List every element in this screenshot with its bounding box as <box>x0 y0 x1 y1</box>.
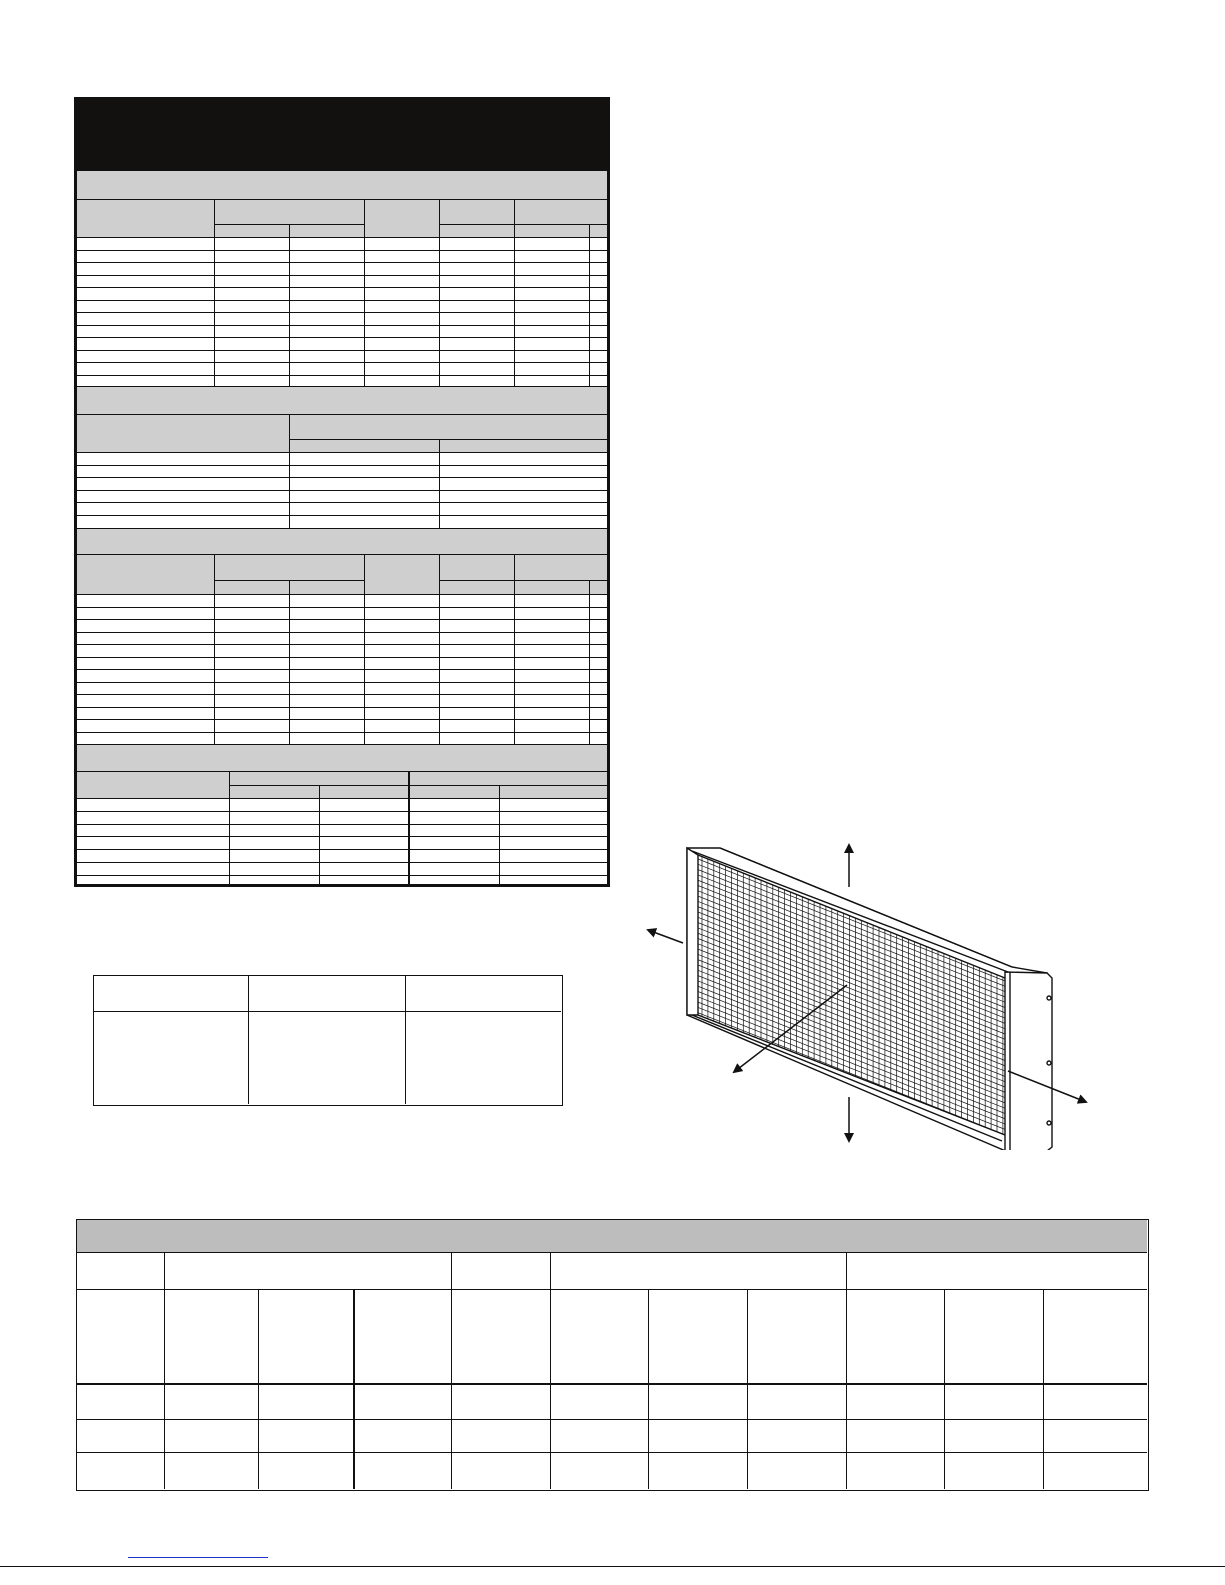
table-column <box>451 1253 452 1489</box>
filter-illustration <box>640 835 1100 1150</box>
table-row <box>77 337 607 338</box>
section-2-table <box>77 415 607 528</box>
table-row <box>77 707 607 708</box>
small-table-value-2 <box>249 1012 406 1104</box>
table-column <box>214 555 215 744</box>
table-row <box>77 1419 1147 1420</box>
table-row <box>77 375 607 376</box>
table-row <box>77 287 607 288</box>
table-row <box>77 694 607 695</box>
group-underline <box>289 439 607 440</box>
table-row <box>77 1452 1147 1453</box>
table-column <box>289 224 290 386</box>
table-row <box>77 362 607 363</box>
header-rule <box>77 798 607 799</box>
table-row <box>77 875 607 876</box>
footer-rule <box>0 1566 1225 1567</box>
table-column <box>550 1253 551 1489</box>
table-column <box>164 1253 165 1489</box>
table-row <box>77 300 607 301</box>
table-row <box>77 682 607 683</box>
table-row <box>77 657 607 658</box>
table-column <box>289 415 290 528</box>
table-column <box>439 555 440 744</box>
table-column <box>258 1289 259 1489</box>
small-table-header-1 <box>94 976 249 1012</box>
table-row <box>77 250 607 251</box>
table-row <box>77 502 607 503</box>
table-row <box>77 262 607 263</box>
small-table-header-2 <box>249 976 406 1012</box>
table-column <box>499 785 500 884</box>
table-row <box>77 477 607 478</box>
section-3-title <box>77 528 607 555</box>
header-rule <box>77 237 607 238</box>
table-row <box>77 632 607 633</box>
group-underline <box>229 785 607 786</box>
table-column <box>229 772 230 884</box>
table-row <box>77 619 607 620</box>
footer-link[interactable] <box>128 1557 268 1558</box>
table-column <box>214 200 215 386</box>
table-column <box>289 580 290 744</box>
table-column <box>364 555 365 744</box>
section-3-table <box>77 555 607 744</box>
table-column <box>514 200 515 386</box>
table-row <box>77 490 607 491</box>
table-row <box>77 1289 1147 1290</box>
table-column <box>353 1289 355 1489</box>
table-column <box>846 1253 847 1489</box>
table-row <box>77 350 607 351</box>
table-row <box>77 465 607 466</box>
table-row <box>77 312 607 313</box>
spec-panel-title <box>77 100 607 170</box>
table-column <box>319 785 320 884</box>
section-4-title <box>77 744 607 772</box>
table-column <box>439 439 440 528</box>
section-header-row <box>77 415 607 452</box>
section-header-row <box>77 555 607 594</box>
header-rule <box>77 452 607 453</box>
table-row <box>77 836 607 837</box>
table-row <box>77 1383 1147 1385</box>
section-1-table <box>77 200 607 386</box>
table-row <box>77 811 607 812</box>
section-header-row <box>77 200 607 237</box>
group-underline <box>439 580 607 581</box>
small-table-value-1 <box>94 1012 249 1104</box>
table-column <box>747 1289 748 1489</box>
table-row <box>77 644 607 645</box>
section-1-title <box>77 170 607 200</box>
table-row <box>77 862 607 863</box>
table-column <box>944 1289 945 1489</box>
small-spec-table <box>93 975 563 1106</box>
table-row <box>77 732 607 733</box>
table-column <box>439 200 440 386</box>
table-column <box>514 555 515 744</box>
table-row <box>77 669 607 670</box>
table-column <box>408 772 410 884</box>
header-rule <box>77 594 607 595</box>
table-row <box>77 275 607 276</box>
table-column <box>589 224 590 386</box>
small-table-header-3 <box>406 976 561 1012</box>
section-4-table <box>77 772 607 884</box>
table-row <box>77 849 607 850</box>
table-row <box>77 607 607 608</box>
table-column <box>589 580 590 744</box>
bottom-spec-table <box>76 1219 1149 1491</box>
bottom-table-title <box>77 1220 1147 1253</box>
spec-panel <box>74 97 610 887</box>
table-row <box>77 325 607 326</box>
table-row <box>77 824 607 825</box>
section-2-title <box>77 386 607 415</box>
table-row <box>77 515 607 516</box>
small-table-value-3 <box>406 1012 561 1104</box>
table-column <box>364 200 365 386</box>
table-column <box>648 1289 649 1489</box>
arrow-left <box>648 930 683 943</box>
table-column <box>1043 1289 1044 1489</box>
group-underline <box>439 224 607 225</box>
table-row <box>77 719 607 720</box>
